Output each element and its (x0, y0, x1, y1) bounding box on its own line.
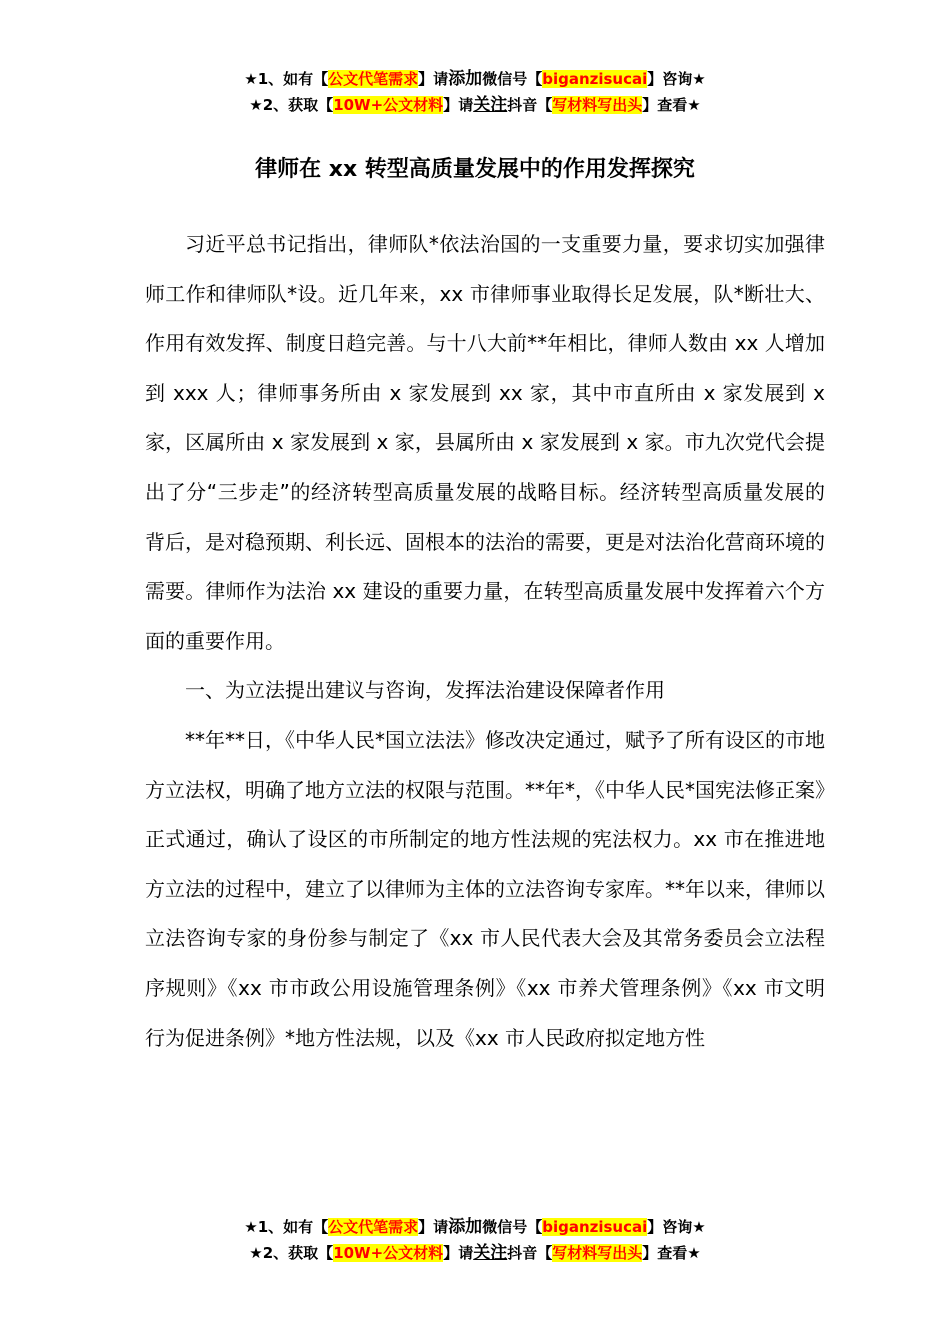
highlight-wechat-id: biganzisucai (542, 70, 648, 88)
highlight-wechat-id: biganzisucai (542, 1218, 648, 1236)
notice-line-1: ★1、如有【公文代笔需求】请添加微信号【biganzisucai】咨询★ (244, 1217, 706, 1237)
footer-notice (0, 1214, 950, 1266)
paragraph-section-1: **年**日，《中华人民*国立法法》修改决定通过，赋予了所有设区的市地方立法权，明确了地方立法的权限与范围。**年*，《中华人民*国宪法修正案》正式通过，确认了设区的市所制定的地方性法规的宪法权力。xx 市在推进地方立法的过程中，建立了以律师为主体的立法咨询专家库。**年以来，律师以立法咨询专家的身份参与制定了《xx 市人民代表大会及其常务委员会立法程序规则》《xx 市市政公用设施管理条例》《xx 市养犬管理条例》《xx 市文明行为促进条例》*地方性法规，以及《xx 市人民政府拟定地方性 (145, 727, 825, 1050)
highlight-materials: 10W+公文材料 (333, 96, 444, 114)
notice-line-2: ★2、获取【10W+公文材料】请关注抖音【写材料写出头】查看★ (249, 1243, 701, 1263)
section-heading-1: 一、为立法提出建议与咨询，发挥法治建设保障者作用 (185, 678, 665, 703)
highlight-douyin-id: 写材料写出头 (552, 96, 643, 114)
document-title: 律师在 xx 转型高质量发展中的作用发挥探究 (255, 157, 695, 182)
notice-line-2: ★2、获取【10W+公文材料】请关注抖音【写材料写出头】查看★ (249, 95, 701, 115)
document-body (145, 220, 825, 1063)
star-icon: ★ (249, 1244, 263, 1262)
highlight-materials: 10W+公文材料 (333, 1244, 444, 1262)
star-icon: ★ (244, 70, 258, 88)
highlight-service: 公文代笔需求 (328, 70, 419, 88)
star-icon: ★ (249, 96, 263, 114)
header-notice (0, 66, 950, 118)
paragraph-intro: 习近平总书记指出，律师队*依法治国的一支重要力量，要求切实加强律师工作和律师队*设。近几年来，xx 市律师事业取得长足发展，队*断壮大、作用有效发挥、制度日趋完善。与十八大前**年相比，律师人数由 xx 人增加到 xxx 人；律师事务所由 x 家发展到 xx 家，其中市直所由 x 家发展到 x 家，区属所由 x 家发展到 x 家，县属所由 x 家发展到 x 家。市九次党代会提出了分“三步走”的经济转型高质量发展的战略目标。经济转型高质量发展的背后，是对稳预期、利长远、固根本的法治的需要，更是对法治化营商环境的需要。律师作为法治 xx 建设的重要力量，在转型高质量发展中发挥着六个方面的重要作用。 (145, 232, 825, 653)
highlight-service: 公文代笔需求 (328, 1218, 419, 1236)
notice-line-1: ★1、如有【公文代笔需求】请添加微信号【biganzisucai】咨询★ (244, 69, 706, 89)
star-icon: ★ (244, 1218, 258, 1236)
highlight-douyin-id: 写材料写出头 (552, 1244, 643, 1262)
